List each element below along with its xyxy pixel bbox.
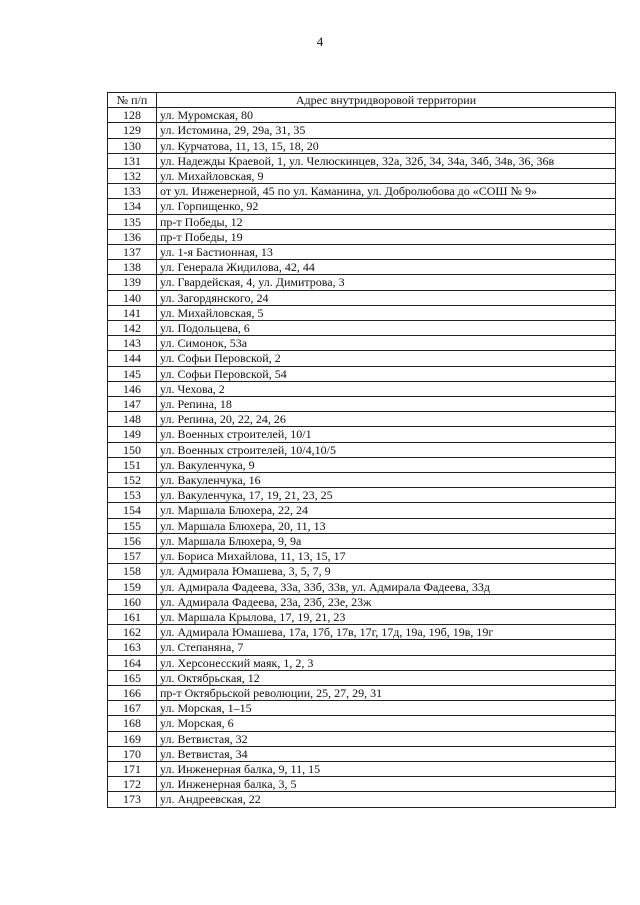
row-number: 144 xyxy=(108,351,157,366)
row-address: ул. Степаняна, 7 xyxy=(157,640,616,655)
table-row xyxy=(108,746,616,761)
row-address: ул. Инженерная балка, 9, 11, 15 xyxy=(157,761,616,776)
table-row xyxy=(108,153,616,168)
table-row xyxy=(108,473,616,488)
row-number: 142 xyxy=(108,321,157,336)
table-row xyxy=(108,123,616,138)
row-address: ул. Надежды Краевой, 1, ул. Челюскинцев, 32а, 32б, 34, 34а, 34б, 34в, 36, 36в xyxy=(157,153,616,168)
row-address: ул. Морская, 6 xyxy=(157,716,616,731)
table-row xyxy=(108,716,616,731)
row-number: 162 xyxy=(108,625,157,640)
table-row xyxy=(108,640,616,655)
row-address: ул. Маршала Блюхера, 20, 11, 13 xyxy=(157,518,616,533)
row-number: 141 xyxy=(108,305,157,320)
table-row xyxy=(108,670,616,685)
row-address: ул. Ветвистая, 34 xyxy=(157,746,616,761)
table-row xyxy=(108,245,616,260)
table-row xyxy=(108,275,616,290)
row-number: 148 xyxy=(108,412,157,427)
row-address: ул. Маршала Крылова, 17, 19, 21, 23 xyxy=(157,609,616,624)
table-row xyxy=(108,381,616,396)
row-address: ул. Муромская, 80 xyxy=(157,108,616,123)
row-address: ул. Адмирала Фадеева, 33а, 33б, 33в, ул. Адмирала Фадеева, 33д xyxy=(157,579,616,594)
row-number: 151 xyxy=(108,457,157,472)
row-number: 158 xyxy=(108,564,157,579)
table-row xyxy=(108,594,616,609)
row-number: 153 xyxy=(108,488,157,503)
row-address: пр-т Победы, 12 xyxy=(157,214,616,229)
row-address: ул. Михайловская, 5 xyxy=(157,305,616,320)
row-address: ул. Адмирала Фадеева, 23а, 23б, 23е, 23ж xyxy=(157,594,616,609)
row-address: ул. Вакуленчука, 16 xyxy=(157,473,616,488)
row-number: 168 xyxy=(108,716,157,731)
table-row xyxy=(108,351,616,366)
row-address: ул. Морская, 1–15 xyxy=(157,701,616,716)
row-number: 132 xyxy=(108,169,157,184)
row-address: ул. Андреевская, 22 xyxy=(157,792,616,807)
row-address: ул. Ветвистая, 32 xyxy=(157,731,616,746)
row-address: ул. Михайловская, 9 xyxy=(157,169,616,184)
table-row xyxy=(108,549,616,564)
table-row xyxy=(108,397,616,412)
row-address: ул. Подольцева, 6 xyxy=(157,321,616,336)
row-number: 129 xyxy=(108,123,157,138)
table-row xyxy=(108,305,616,320)
row-address: ул. Горпищенко, 92 xyxy=(157,199,616,214)
row-address: ул. Загордянского, 24 xyxy=(157,290,616,305)
table-row xyxy=(108,199,616,214)
row-number: 172 xyxy=(108,777,157,792)
row-number: 149 xyxy=(108,427,157,442)
table-row xyxy=(108,731,616,746)
row-number: 139 xyxy=(108,275,157,290)
row-number: 166 xyxy=(108,685,157,700)
page-number: 4 xyxy=(316,34,324,49)
table-row xyxy=(108,792,616,807)
table-row xyxy=(108,366,616,381)
row-number: 134 xyxy=(108,199,157,214)
table-row xyxy=(108,412,616,427)
row-address: ул. Инженерная балка, 3, 5 xyxy=(157,777,616,792)
row-number: 128 xyxy=(108,108,157,123)
row-number: 164 xyxy=(108,655,157,670)
row-number: 163 xyxy=(108,640,157,655)
table-row xyxy=(108,169,616,184)
row-address: ул. Гвардейская, 4, ул. Димитрова, 3 xyxy=(157,275,616,290)
row-number: 173 xyxy=(108,792,157,807)
row-address: ул. Адмирала Юмашева, 17а, 17б, 17в, 17г, 17д, 19а, 19б, 19в, 19г xyxy=(157,625,616,640)
table-row xyxy=(108,609,616,624)
table-header-row xyxy=(108,93,616,108)
row-number: 170 xyxy=(108,746,157,761)
row-number: 133 xyxy=(108,184,157,199)
table-row xyxy=(108,655,616,670)
row-number: 131 xyxy=(108,153,157,168)
row-number: 145 xyxy=(108,366,157,381)
row-number: 156 xyxy=(108,533,157,548)
table-row xyxy=(108,427,616,442)
row-address: ул. Маршала Блюхера, 22, 24 xyxy=(157,503,616,518)
table-row xyxy=(108,685,616,700)
table-row xyxy=(108,290,616,305)
table-row xyxy=(108,533,616,548)
row-number: 160 xyxy=(108,594,157,609)
row-address: ул. Софьи Перовской, 54 xyxy=(157,366,616,381)
table-row xyxy=(108,761,616,776)
row-address: ул. Симонок, 53а xyxy=(157,336,616,351)
row-number: 138 xyxy=(108,260,157,275)
row-number: 171 xyxy=(108,761,157,776)
row-number: 140 xyxy=(108,290,157,305)
table-row xyxy=(108,625,616,640)
row-number: 143 xyxy=(108,336,157,351)
row-address: пр-т Победы, 19 xyxy=(157,229,616,244)
row-address: ул. Истомина, 29, 29а, 31, 35 xyxy=(157,123,616,138)
row-number: 157 xyxy=(108,549,157,564)
row-number: 159 xyxy=(108,579,157,594)
row-address: ул. Вакуленчука, 9 xyxy=(157,457,616,472)
address-table xyxy=(107,92,616,808)
row-number: 150 xyxy=(108,442,157,457)
row-number: 161 xyxy=(108,609,157,624)
table-row xyxy=(108,108,616,123)
row-number: 167 xyxy=(108,701,157,716)
table-row xyxy=(108,579,616,594)
table-row xyxy=(108,518,616,533)
row-address: ул. Чехова, 2 xyxy=(157,381,616,396)
table-row xyxy=(108,214,616,229)
row-number: 135 xyxy=(108,214,157,229)
table-row xyxy=(108,229,616,244)
row-address: ул. Маршала Блюхера, 9, 9а xyxy=(157,533,616,548)
row-address: ул. 1-я Бастионная, 13 xyxy=(157,245,616,260)
row-number: 155 xyxy=(108,518,157,533)
row-address: ул. Репина, 18 xyxy=(157,397,616,412)
row-address: ул. Херсонесский маяк, 1, 2, 3 xyxy=(157,655,616,670)
row-address: пр-т Октябрьской революции, 25, 27, 29, 31 xyxy=(157,685,616,700)
row-address: ул. Адмирала Юмашева, 3, 5, 7, 9 xyxy=(157,564,616,579)
table-row xyxy=(108,488,616,503)
table-row xyxy=(108,260,616,275)
row-address: ул. Софьи Перовской, 2 xyxy=(157,351,616,366)
row-address: ул. Военных строителей, 10/1 xyxy=(157,427,616,442)
table-row xyxy=(108,138,616,153)
row-address: ул. Вакуленчука, 17, 19, 21, 23, 25 xyxy=(157,488,616,503)
table-row xyxy=(108,442,616,457)
row-number: 147 xyxy=(108,397,157,412)
table-row xyxy=(108,184,616,199)
table-row xyxy=(108,777,616,792)
header-address: Адрес внутридворовой территории xyxy=(157,93,616,108)
row-number: 137 xyxy=(108,245,157,260)
row-address: ул. Генерала Жидилова, 42, 44 xyxy=(157,260,616,275)
row-number: 130 xyxy=(108,138,157,153)
row-address: ул. Бориса Михайлова, 11, 13, 15, 17 xyxy=(157,549,616,564)
table-row xyxy=(108,457,616,472)
row-number: 154 xyxy=(108,503,157,518)
header-number: № п/п xyxy=(108,93,157,108)
row-address: ул. Репина, 20, 22, 24, 26 xyxy=(157,412,616,427)
row-number: 146 xyxy=(108,381,157,396)
table-body xyxy=(108,108,616,807)
row-address: ул. Курчатова, 11, 13, 15, 18, 20 xyxy=(157,138,616,153)
row-address: ул. Октябрьская, 12 xyxy=(157,670,616,685)
table-row xyxy=(108,321,616,336)
table-row xyxy=(108,701,616,716)
table-row xyxy=(108,564,616,579)
table-row xyxy=(108,336,616,351)
row-number: 169 xyxy=(108,731,157,746)
table-row xyxy=(108,503,616,518)
row-address: от ул. Инженерной, 45 по ул. Каманина, ул. Добролюбова до «СОШ № 9» xyxy=(157,184,616,199)
row-number: 136 xyxy=(108,229,157,244)
row-number: 165 xyxy=(108,670,157,685)
row-number: 152 xyxy=(108,473,157,488)
row-address: ул. Военных строителей, 10/4,10/5 xyxy=(157,442,616,457)
